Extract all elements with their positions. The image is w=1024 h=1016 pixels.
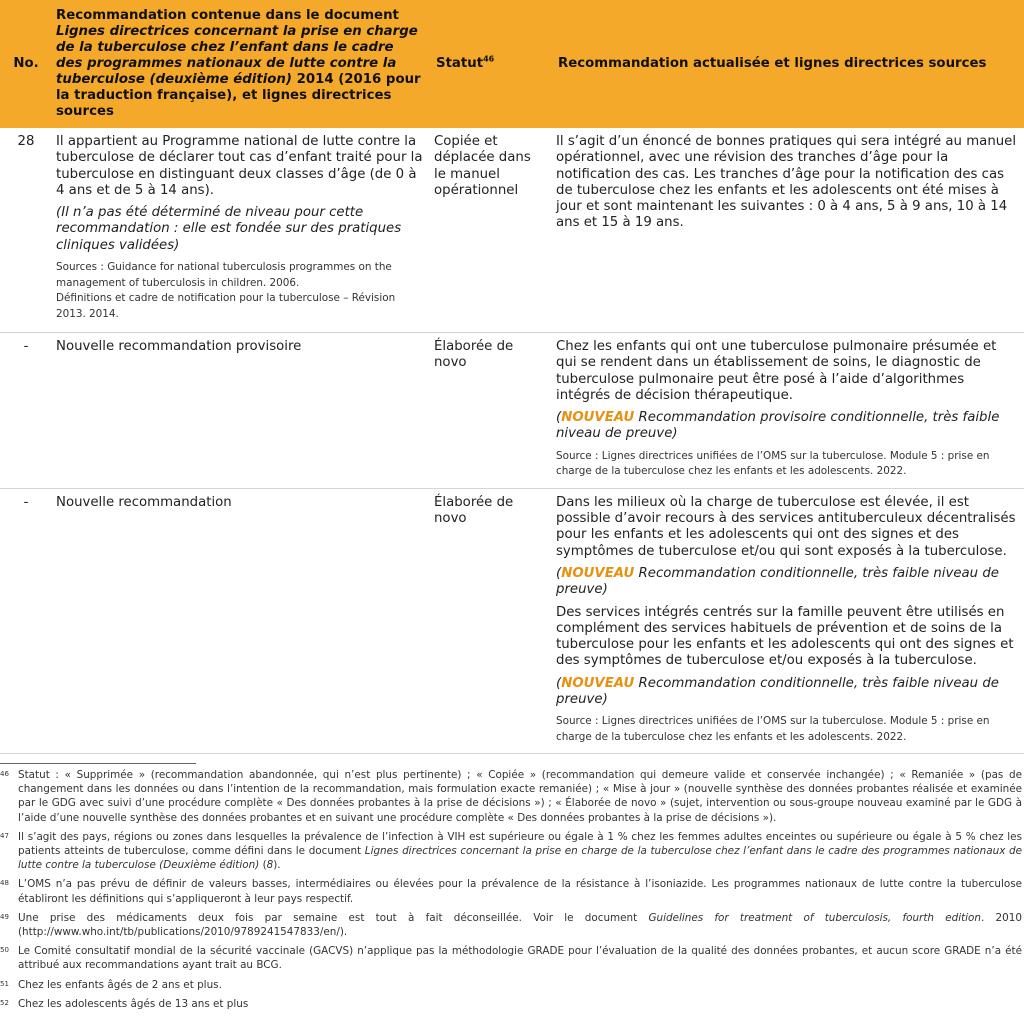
header-recommendation	[52, 0, 430, 128]
footnote-divider	[0, 763, 196, 764]
row-updated	[552, 128, 1024, 333]
row-number: 28	[0, 128, 52, 333]
recommendation-text: Il appartient au Programme national de lutte contre la tuberculose de déclarer tout cas d’enfant traité pour la tuberculose en distinguant deux classes d’âge (de 0 à 4 ans et de 5 à 14 ans).	[56, 134, 423, 198]
footnote-52	[0, 997, 1024, 1011]
recommendation-text: Nouvelle recommandation	[56, 494, 232, 510]
footnote-ref-46[interactable]: 46	[483, 54, 495, 64]
footnote-doc-title: Lignes directrices concernant la prise en charge de la tuberculose chez l’enfant dans le cadre des programmes nationaux de lutte contre la tuberculose (Deuxième édition)	[18, 845, 1022, 872]
footnote-50	[0, 944, 1024, 972]
table-row	[0, 128, 1024, 333]
footnote-number: 49	[0, 912, 9, 921]
table-row	[0, 333, 1024, 489]
nouveau-badge: NOUVEAU	[561, 410, 635, 426]
updated-text: Des services intégrés centrés sur la famille peuvent être utilisés en complément des services habituels de prévention et de soins de la tuberculose pour les enfants et les adolescents qui ont des signes et des symptômes de tuberculose et/ou exposés à la tuberculose.	[556, 604, 1014, 669]
row-recommendation	[52, 488, 430, 754]
recommendation-source: Sources : Guidance for national tuberculosis programmes on the management of tuberculosis in children. 2006.	[56, 261, 392, 289]
updated-source: Source : Lignes directrices unifiées de l’OMS sur la tuberculose. Module 5 : prise en charge de la tuberculose chez les enfants et les adolescents. 2022.	[556, 449, 990, 478]
updated-grade	[556, 676, 1018, 709]
row-number: -	[0, 488, 52, 754]
grade-open: (	[556, 675, 562, 691]
updated-text: Il s’agit d’un énoncé de bonnes pratiques qui sera intégré au manuel opérationnel, avec une révision des tranches d’âge pour la notification des cas. Les tranches d’âge pour la notification des cas de tuberculose chez les enfants et les adolescents ont été mises à jour et sont maintenant les suivantes : 0 à 4 ans, 5 à 9 ans, 10 à 14 ans et 15 à 19 ans.	[556, 134, 1017, 231]
row-updated	[552, 488, 1024, 754]
footnote-text: Le Comité consultatif mondial de la sécurité vaccinale (GACVS) n’applique pas la méthodologie GRADE pour l’évaluation de la qualité des données probantes, et aucun score GRADE n’a été attribué aux recommandations ayant trait au BCG.	[18, 945, 1022, 972]
grade-open: (	[556, 565, 562, 581]
updated-text: Chez les enfants qui ont une tuberculose pulmonaire présumée et qui se rendent dans un établissement de soins, le diagnostic de tuberculose pulmonaire peut être posé à l’aide d’algorithmes intégrés de décision thérapeutique.	[556, 339, 997, 403]
row-statut: Élaborée de novo	[430, 333, 552, 489]
row-statut: Élaborée de novo	[430, 488, 552, 754]
header-statut	[430, 0, 552, 128]
footnote-number: 47	[0, 831, 9, 840]
footnote-text-part: (	[259, 859, 267, 872]
footnote-number: 46	[0, 770, 9, 778]
header-updated: Recommandation actualisée et lignes directrices sources	[552, 0, 1024, 128]
footnote-number: 50	[0, 946, 9, 955]
footnote-text: Chez les adolescents âgés de 13 ans et plus	[18, 997, 249, 1010]
grade-open: (	[556, 410, 562, 426]
footnote-47	[0, 830, 1024, 873]
footnote-text: Statut : « Supprimée » (recommandation abandonnée, qui n’est plus pertinente) ; « Copiée » (recommandation qui demeure valide et conservée inchangée) ; « Remaniée » (pas de changement dans les données ou dans l’intention de la recommandation, mais formulation exacte remaniée) ; « Mise à jour » (nouvelle synthèse des données probantes réalisée et examinée par le GDG avec suivi d’une procédure complète « Des données probantes à la prise de décisions ») ; « Élaborée de novo » (sujet, intervention ou sous-groupe nouveau examiné par le GDG à l’aide d’une nouvelle synthèse des données probantes et en suivant une procédure complète « Des données probantes à la prise de décisions »).	[18, 769, 1022, 824]
row-statut: Copiée et déplacée dans le manuel opérationnel	[430, 128, 552, 333]
footnote-51	[0, 978, 1024, 992]
row-recommendation	[52, 128, 430, 333]
header-rec-title: Lignes directrices concernant la prise en charge de la tuberculose chez l’enfant dans le cadre des programmes nationaux de lutte contre la tuberculose (deuxième édition)	[56, 24, 418, 87]
footnote-link-text[interactable]: . 2010 (http://www.who.int/tb/publications/2010/9789241547833/en/).	[18, 911, 1022, 939]
footnote-text: Chez les enfants âgés de 2 ans et plus.	[18, 978, 222, 991]
footnote-text	[18, 911, 1024, 939]
footnote-text	[18, 830, 1024, 873]
row-number: -	[0, 333, 52, 489]
recommendation-text: Nouvelle recommandation provisoire	[56, 339, 302, 354]
footnote-number: 48	[0, 879, 9, 888]
footnote-49	[0, 911, 1024, 939]
footnote-number: 51	[0, 979, 9, 988]
header-rec-line1: Recommandation contenue dans le document	[56, 8, 399, 23]
footnote-text-part: Une prise des médicaments deux fois par semaine est tout à fait déconseillée. Voir le document	[18, 911, 649, 924]
nouveau-badge: NOUVEAU	[561, 565, 635, 581]
footnotes	[0, 768, 1024, 1016]
updated-source: Source : Lignes directrices unifiées de l’OMS sur la tuberculose. Module 5 : prise en charge de la tuberculose chez les enfants et les adolescents. 2022.	[556, 715, 990, 743]
grade-text: Recommandation conditionnelle, très faible niveau de preuve)	[556, 675, 999, 708]
grade-text: Recommandation provisoire conditionnelle, très faible niveau de preuve)	[556, 410, 1000, 442]
footnote-46	[0, 768, 1024, 825]
header-rec-rest: 2014 (2016 pour la traduction française), et lignes directrices sources	[56, 72, 421, 119]
footnote-text-part: ).	[273, 859, 281, 872]
nouveau-badge: NOUVEAU	[561, 675, 635, 691]
header-no: No.	[0, 0, 52, 128]
updated-text: Dans les milieux où la charge de tuberculose est élevée, il est possible d’avoir recours à des services antituberculeux décentralisés pour les enfants et les adolescents qui ont des signes et des symptômes de tuberculose et/ou qui sont exposés à la tuberculose.	[556, 494, 1016, 559]
grade-text: Recommandation conditionnelle, très faible niveau de preuve)	[556, 565, 999, 598]
table-row	[0, 488, 1024, 754]
header-statut-label: Statut	[436, 56, 484, 71]
footnote-48	[0, 877, 1024, 905]
row-recommendation	[52, 333, 430, 489]
footnote-text: L’OMS n’a pas prévu de définir de valeurs basses, intermédiaires ou élevées pour la prévalence de la résistance à l’isoniazide. Les programmes nationaux de lutte contre la tuberculose établiront les définitions qui s’appliqueront à leur pays respectif.	[18, 878, 1022, 905]
updated-grade	[556, 566, 1018, 599]
updated-grade	[556, 410, 1018, 443]
footnote-number: 52	[0, 998, 9, 1007]
footnote-ref-number: 8	[266, 859, 274, 872]
recommendation-source: Définitions et cadre de notification pour la tuberculose – Révision 2013. 2014.	[56, 292, 396, 320]
table-header-row	[0, 0, 1024, 128]
footnote-text-part: Il s’agit des pays, régions ou zones dans lesquelles la prévalence de l’infection à VIH est supérieure ou égale à 1 % chez les femmes adultes enceintes ou supérieure ou égale à 5 % chez les patients atteints de tuberculose, comme défini dans le document	[18, 830, 1022, 858]
row-updated	[552, 333, 1024, 489]
recommendation-note: (Il n’a pas été déterminé de niveau pour cette recommandation : elle est fondée sur des pratiques cliniques validées)	[56, 205, 402, 253]
footnote-doc-title: Guidelines for treatment of tuberculosis, fourth edition	[648, 911, 981, 924]
